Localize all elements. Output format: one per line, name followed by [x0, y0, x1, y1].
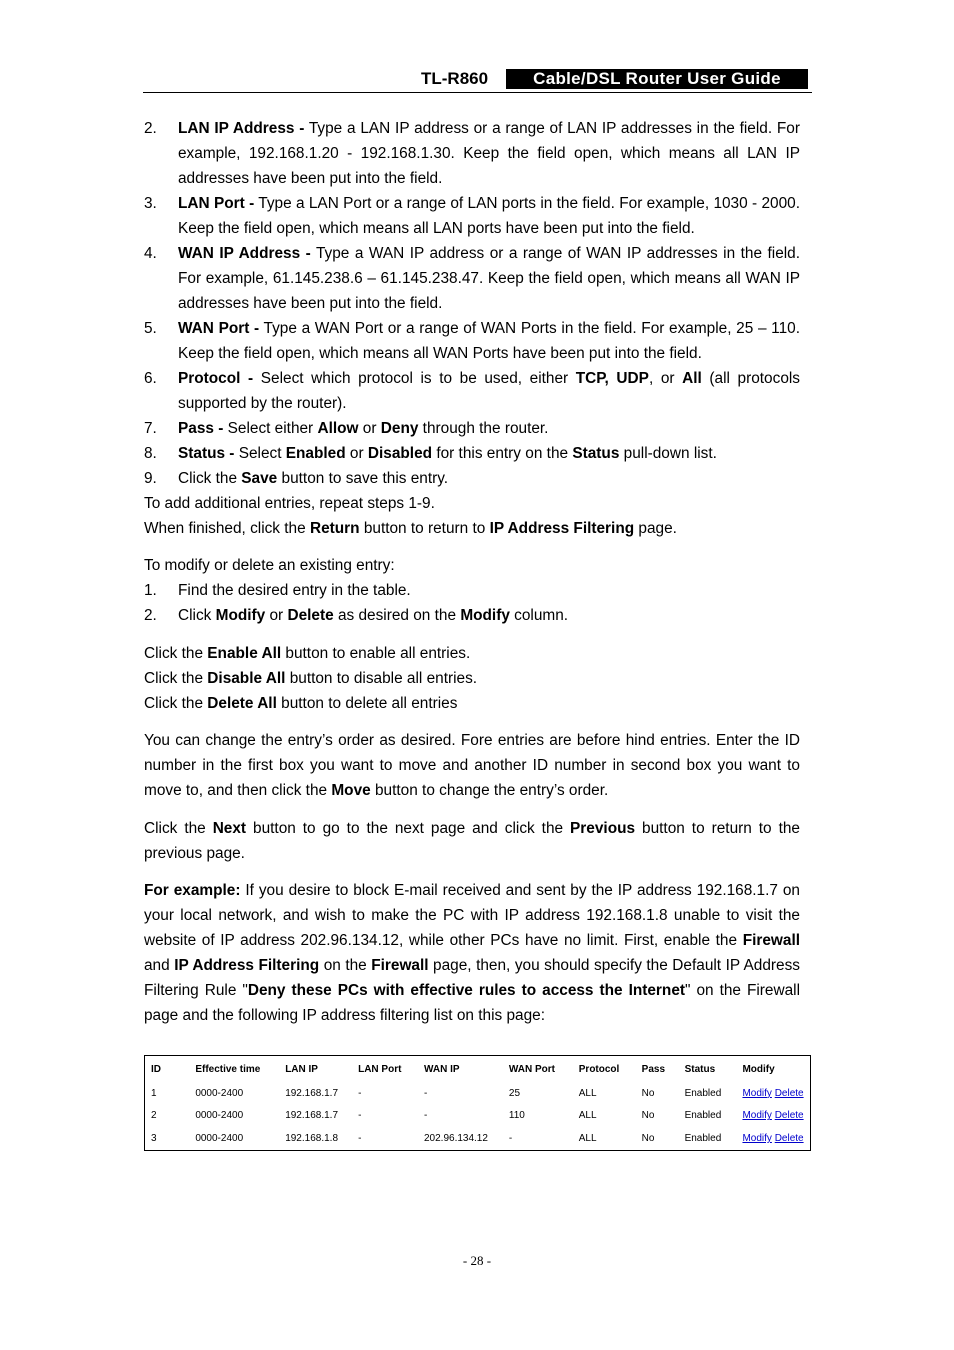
modify-link[interactable]: Modify: [742, 1087, 772, 1099]
step-item: 5. WAN Port - Type a WAN Port or a range of WAN Ports in the field. For example, 25 – 110. Keep the field open, which means all WAN Ports have been put into the field.: [144, 320, 800, 362]
header-guide-title: Cable/DSL Router User Guide: [506, 69, 808, 89]
col-effective-time: Effective time: [195, 1063, 261, 1075]
table-row: 2 0000-2400 192.168.1.7 - - 110 ALL No Enabled Modify Delete: [151, 1110, 804, 1122]
ip-filter-table: [144, 1055, 811, 1151]
paging-paragraph: Click the Next button to go to the next page and click the Previous button to return to the previous page.: [144, 820, 800, 862]
step-item: 9. Click the Save button to save this entry.: [144, 470, 449, 487]
order-paragraph: You can change the entry’s order as desired. Fore entries are before hind entries. Enter the ID number in the first box you want to move and another ID number in second box you want to move to, and then click the Move button to change the entry’s order.: [144, 732, 800, 799]
step-item: 4. WAN IP Address - Type a WAN IP address or a range of WAN IP addresses in the field. For example, 61.145.238.6 – 61.145.238.47. Keep the field open, which means all WAN IP addresses have been put into the field.: [144, 245, 801, 312]
page-header: [143, 68, 812, 93]
modify-step: 1. Find the desired entry in the table.: [144, 582, 411, 599]
step-item: 6. Protocol - Select which protocol is to be used, either TCP, UDP, or All (all protocols supported by the router).: [144, 370, 800, 412]
header-model: TL-R860: [421, 69, 489, 88]
finished-note: When finished, click the Return button to return to IP Address Filtering page.: [144, 520, 677, 537]
table-row: 3 0000-2400 192.168.1.8 - 202.96.134.12 - ALL No Enabled Modify Delete: [151, 1133, 804, 1145]
col-lan-ip: LAN IP: [285, 1063, 318, 1075]
table-header-row: [145, 1056, 811, 1083]
table-row: 1 0000-2400 192.168.1.7 - - 25 ALL No Enabled Modify Delete: [151, 1087, 804, 1099]
col-protocol: Protocol: [578, 1063, 620, 1075]
delete-all-note: Click the Delete All button to delete all entries: [144, 695, 458, 712]
delete-link[interactable]: Delete: [774, 1110, 804, 1122]
step-item: 8. Status - Select Enabled or Disabled for this entry on the Status pull-down list.: [144, 445, 717, 462]
col-wan-port: WAN Port: [508, 1063, 555, 1075]
col-id: ID: [151, 1063, 161, 1075]
col-wan-ip: WAN IP: [423, 1063, 460, 1075]
page-number: - 28 -: [462, 1253, 492, 1268]
step-item: 7. Pass - Select either Allow or Deny through the router.: [144, 420, 549, 437]
step-item: 2. LAN IP Address - Type a LAN IP address or a range of LAN IP addresses in the field. For example, 192.168.1.20 - 192.168.1.30. Keep the field open, which means all LAN IP addresses have been put into the field.: [144, 120, 800, 187]
col-lan-port: LAN Port: [358, 1063, 402, 1075]
col-pass: Pass: [641, 1063, 666, 1075]
modify-link[interactable]: Modify: [742, 1110, 772, 1122]
modify-step: 2. Click Modify or Delete as desired on the Modify column.: [144, 607, 569, 624]
delete-link[interactable]: Delete: [774, 1133, 804, 1145]
col-modify: Modify: [742, 1063, 775, 1075]
step-item: 3. LAN Port - Type a LAN Port or a range of LAN ports in the field. For example, 1030 - 2000. Keep the field open, which means all LAN ports have been put into the field.: [144, 195, 800, 237]
modify-link[interactable]: Modify: [742, 1133, 772, 1145]
example-paragraph: For example: If you desire to block E-mail received and sent by the IP address 192.168.1.7 on your local network, and wish to make the PC with IP address 192.168.1.8 unable to visit the website of IP address 202.96.134.12, while other PCs have no limit. First, enable the Firewall and IP Address Filtering on the Firewall page, then, you should specify the Default IP Address Filtering Rule "Deny these PCs with effective rules to access the Internet" on the Firewall page and the following IP address filtering list on this page:: [144, 882, 800, 1024]
modify-intro: To modify or delete an existing entry:: [144, 557, 395, 574]
delete-link[interactable]: Delete: [774, 1087, 804, 1099]
document-body: [144, 116, 800, 1028]
repeat-note: To add additional entries, repeat steps 1-9.: [144, 495, 435, 512]
col-status: Status: [684, 1063, 716, 1075]
disable-all-note: Click the Disable All button to disable all entries.: [144, 670, 478, 687]
enable-all-note: Click the Enable All button to enable all entries.: [144, 645, 471, 662]
